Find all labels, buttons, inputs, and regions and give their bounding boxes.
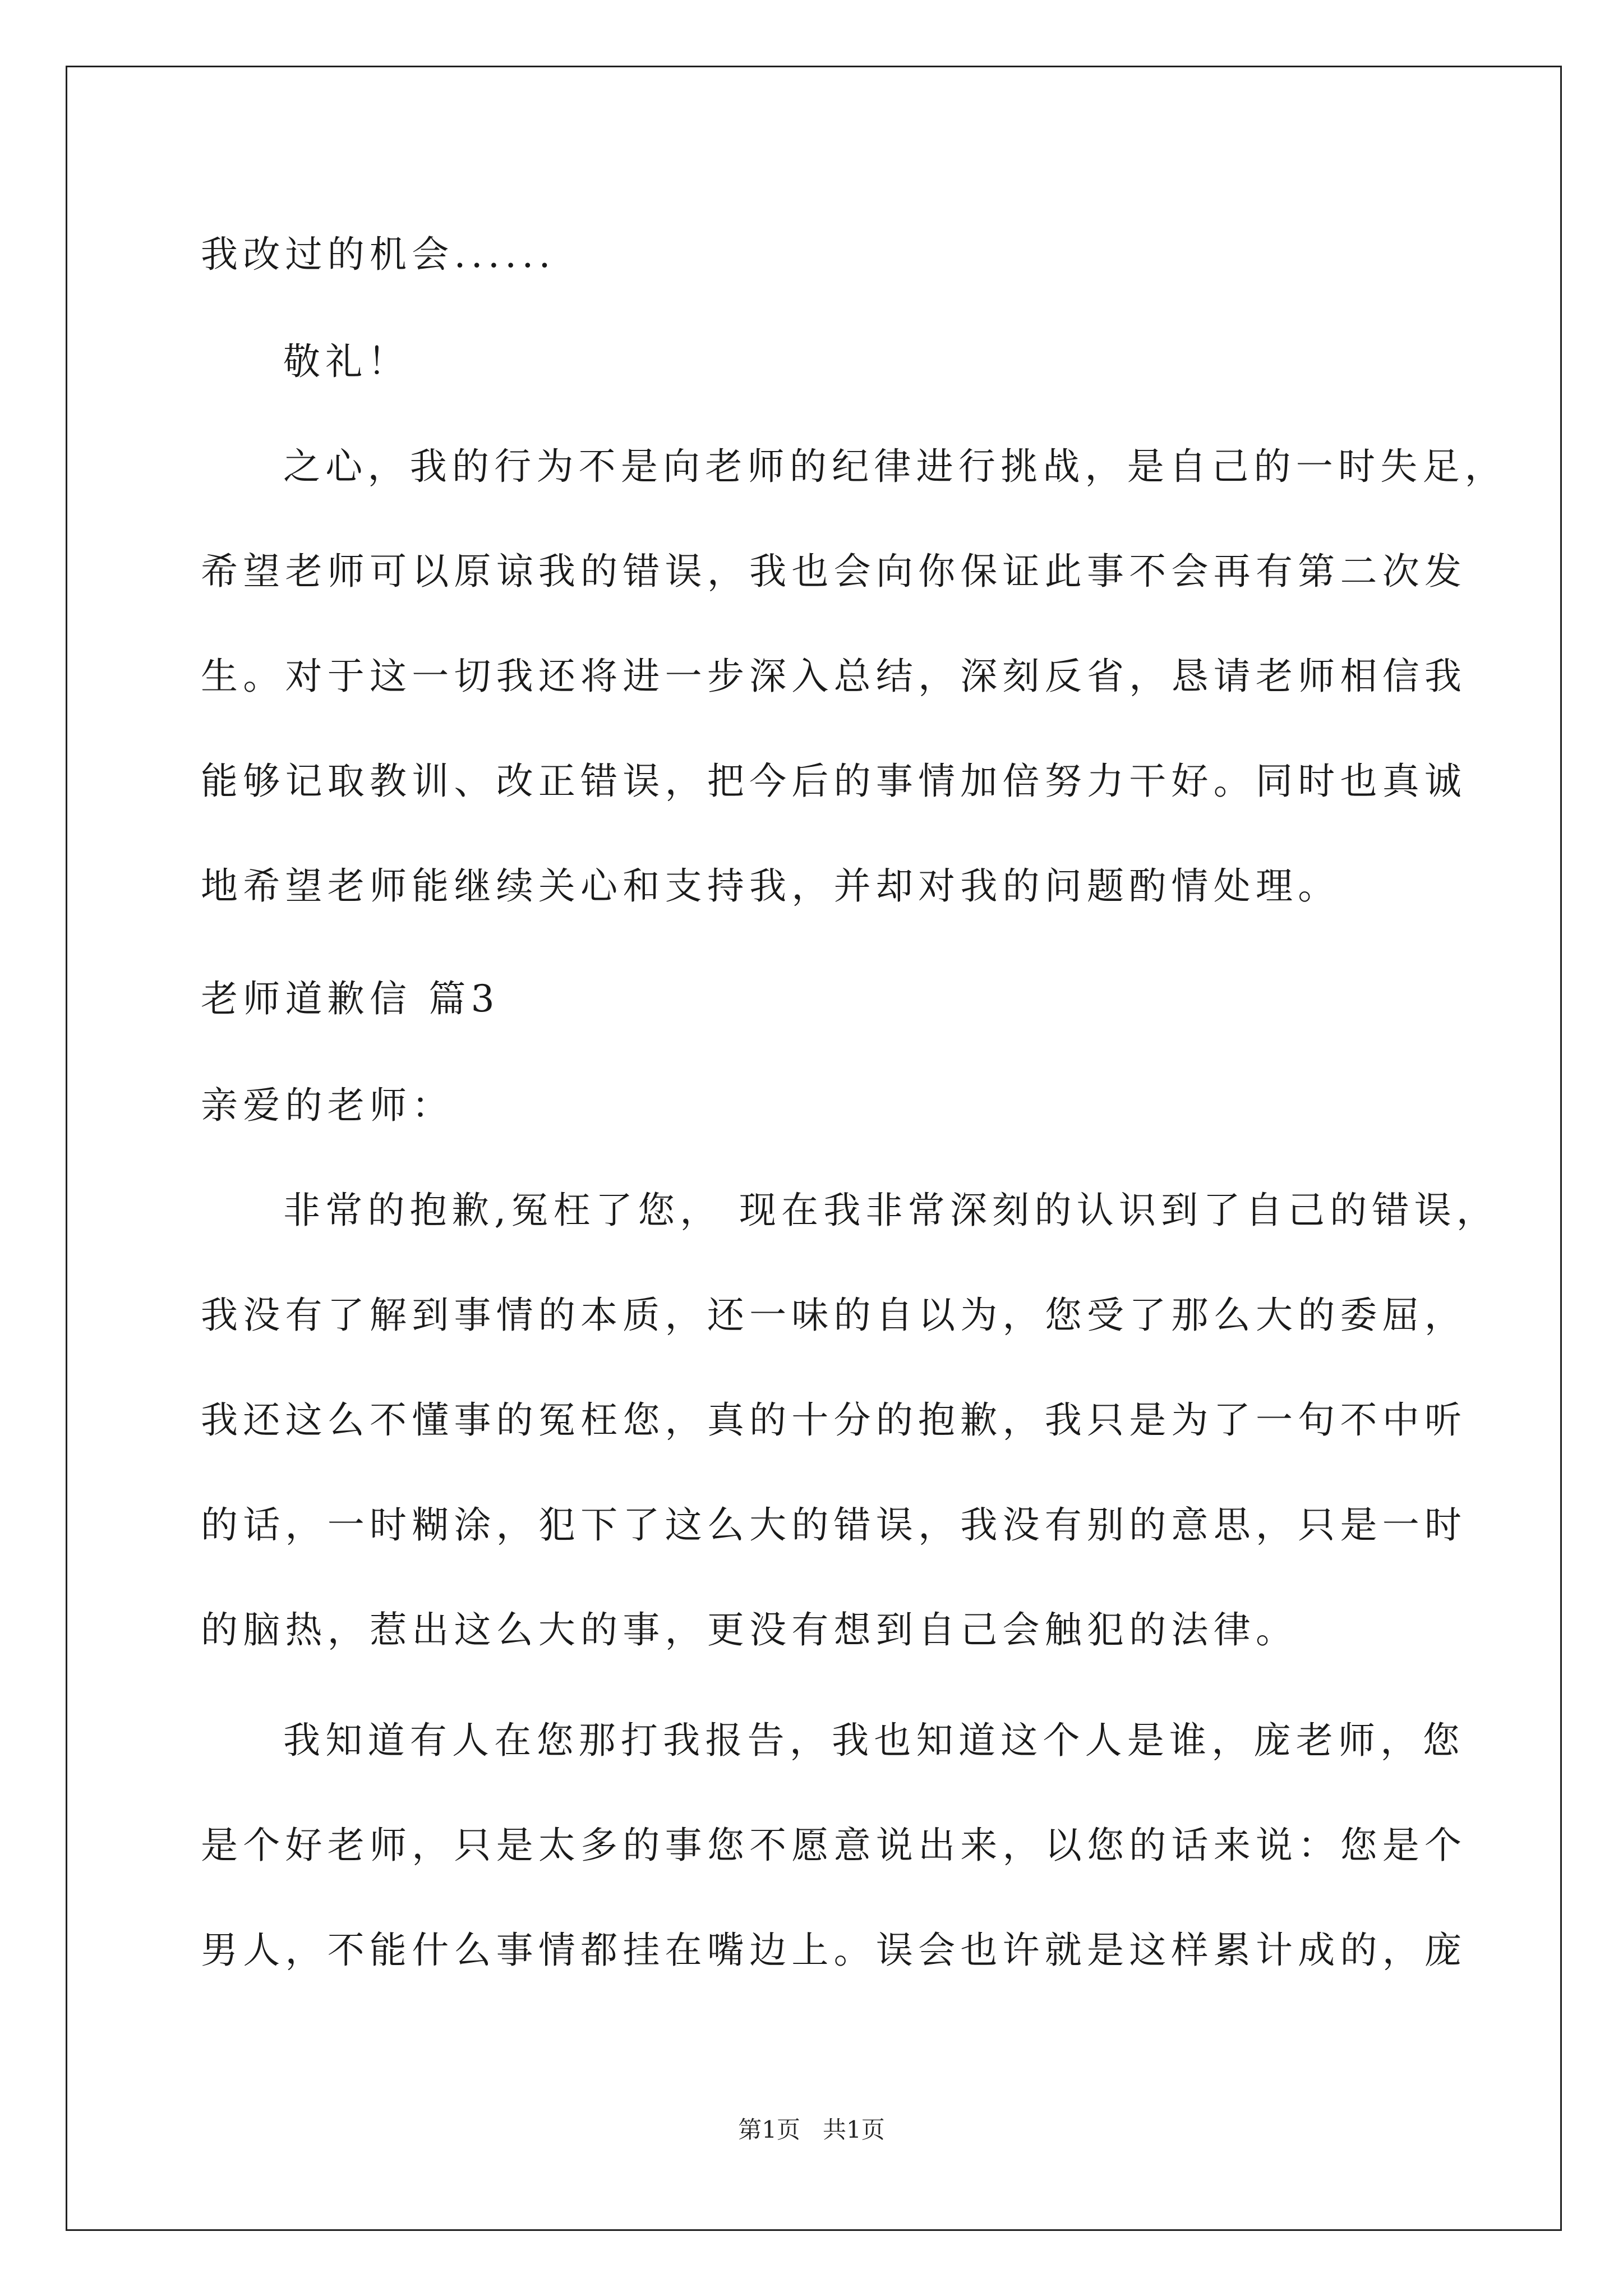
paragraph-line: 非常的抱歉,冤枉了您， 现在我非常深刻的认识到了自己的错误，: [283, 1189, 1499, 1232]
paragraph-line: 的话，一时糊涂，犯下了这么大的错误，我没有别的意思，只是一时: [201, 1503, 1467, 1547]
paragraph-line: 生。对于这一切我还将进一步深入总结，深刻反省，恳请老师相信我: [201, 655, 1467, 698]
paragraph-line: 我还这么不懂事的冤枉您，真的十分的抱歉，我只是为了一句不中听: [201, 1398, 1467, 1442]
paragraph-line: 之心，我的行为不是向老师的纪律进行挑战，是自己的一时失足，: [283, 445, 1507, 488]
paragraph-line: 地希望老师能继续关心和支持我，并却对我的问题酌情处理。: [201, 864, 1340, 908]
page-number: 第1页 共1页: [738, 2116, 885, 2143]
paragraph-line: 我没有了解到事情的本质，还一味的自以为，您受了那么大的委屈，: [201, 1294, 1467, 1337]
paragraph-line: 我知道有人在您那打我报告，我也知道这个人是谁，庞老师，您: [283, 1719, 1465, 1762]
paragraph-line: 希望老师可以原谅我的错误，我也会向你保证此事不会再有第二次发: [201, 550, 1467, 593]
text-line: 我改过的机会......: [201, 233, 556, 276]
section-heading: 老师道歉信 篇3: [201, 977, 500, 1020]
page-border: [66, 66, 1562, 2231]
closing-salutation: 敬礼！: [283, 340, 410, 383]
paragraph-line: 能够记取教训、改正错误，把今后的事情加倍努力干好。同时也真诚: [201, 760, 1467, 803]
paragraph-line: 的脑热，惹出这么大的事，更没有想到自己会触犯的法律。: [201, 1608, 1298, 1651]
greeting: 亲爱的老师：: [201, 1084, 454, 1127]
paragraph-line: 是个好老师，只是太多的事您不愿意说出来，以您的话来说：您是个: [201, 1824, 1467, 1867]
paragraph-line: 男人，不能什么事情都挂在嘴边上。误会也许就是这样累计成的，庞: [201, 1929, 1467, 1972]
